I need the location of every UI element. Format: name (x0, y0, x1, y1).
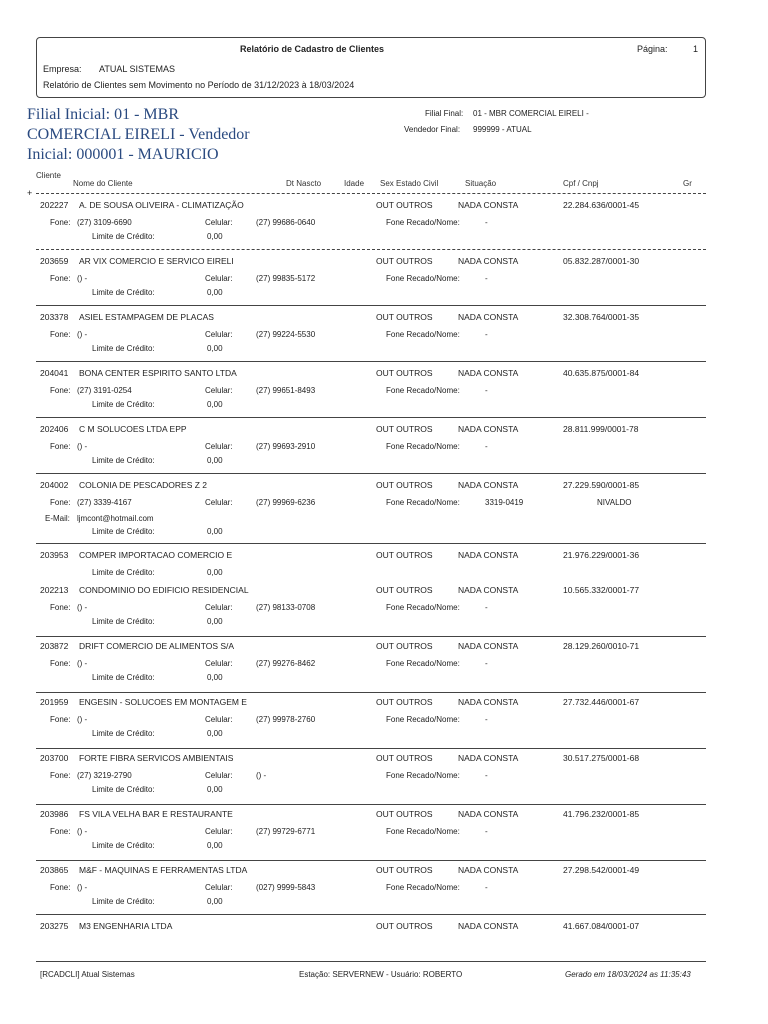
header-separator (36, 193, 706, 194)
celular-label: Celular: (205, 827, 233, 836)
client-fone-recado: - (485, 330, 488, 339)
client-cpf: 41.667.084/0001-07 (563, 921, 640, 931)
fone-label: Fone: (50, 827, 71, 836)
record-separator (36, 473, 706, 474)
client-name: C M SOLUCOES LTDA EPP (79, 424, 187, 434)
client-fone-recado: - (485, 218, 488, 227)
client-situacao: NADA CONSTA (458, 368, 519, 378)
client-name: M3 ENGENHARIA LTDA (79, 921, 173, 931)
client-fone: () - (77, 330, 88, 339)
client-sex-estado: OUT OUTROS (376, 200, 433, 210)
client-sex-estado: OUT OUTROS (376, 256, 433, 266)
client-celular: (27) 99835-5172 (256, 274, 316, 283)
limite-label: Limite de Crédito: (92, 897, 155, 906)
fone-recado-label: Fone Recado/Nome: (386, 827, 460, 836)
client-limite: 0,00 (207, 344, 223, 353)
record-separator (36, 417, 706, 418)
client-name: AR VIX COMERCIO E SERVICO EIRELI (79, 256, 234, 266)
fone-label: Fone: (50, 883, 71, 892)
client-cpf: 28.811.999/0001-78 (563, 424, 639, 434)
client-sex-estado: OUT OUTROS (376, 550, 433, 560)
client-code: 203700 (40, 753, 69, 763)
record-separator (36, 305, 706, 306)
record-separator (36, 692, 706, 693)
client-situacao: NADA CONSTA (458, 641, 519, 651)
client-limite: 0,00 (207, 288, 223, 297)
report-title: Relatório de Cadastro de Clientes (240, 44, 385, 54)
client-code: 202227 (40, 200, 69, 210)
limite-label: Limite de Crédito: (92, 288, 155, 297)
client-celular: (27) 99651-8493 (256, 386, 316, 395)
client-limite: 0,00 (207, 673, 223, 682)
client-fone-recado: - (485, 883, 488, 892)
fone-label: Fone: (50, 442, 71, 451)
client-code: 203275 (40, 921, 69, 931)
client-cpf: 22.284.636/0001-45 (563, 200, 640, 210)
client-limite: 0,00 (207, 400, 223, 409)
client-fone: (27) 3109-6690 (77, 218, 132, 227)
client-name: FORTE FIBRA SERVICOS AMBIENTAIS (79, 753, 234, 763)
fone-label: Fone: (50, 659, 71, 668)
client-cpf: 10.565.332/0001-77 (563, 585, 640, 595)
celular-label: Celular: (205, 498, 233, 507)
client-cpf: 27.229.590/0001-85 (563, 480, 640, 490)
client-sex-estado: OUT OUTROS (376, 753, 433, 763)
celular-label: Celular: (205, 218, 233, 227)
empresa-name: ATUAL SISTEMAS (99, 64, 176, 74)
client-situacao: NADA CONSTA (458, 921, 519, 931)
client-cpf: 40.635.875/0001-84 (563, 368, 640, 378)
client-fone: (27) 3339-4167 (77, 498, 132, 507)
client-situacao: NADA CONSTA (458, 865, 519, 875)
client-name: ASIEL ESTAMPAGEM DE PLACAS (79, 312, 214, 322)
client-fone: (27) 3191-0254 (77, 386, 132, 395)
col-sex-estado: Sex Estado Civil (380, 179, 439, 188)
vendedor-final-label: Vendedor Final: (404, 125, 461, 134)
fone-recado-label: Fone Recado/Nome: (386, 330, 460, 339)
fone-label: Fone: (50, 218, 71, 227)
client-fone: () - (77, 883, 88, 892)
col-situacao: Situação (465, 179, 497, 188)
fone-recado-label: Fone Recado/Nome: (386, 659, 460, 668)
client-sex-estado: OUT OUTROS (376, 641, 433, 651)
col-cliente: Cliente (36, 171, 61, 180)
limite-label: Limite de Crédito: (92, 617, 155, 626)
client-fone: () - (77, 442, 88, 451)
client-cpf: 32.308.764/0001-35 (563, 312, 640, 322)
filter-line-2: COMERCIAL EIRELI - Vendedor (27, 126, 250, 143)
fone-label: Fone: (50, 603, 71, 612)
fone-label: Fone: (50, 498, 71, 507)
client-fone-recado: - (485, 274, 488, 283)
fone-recado-label: Fone Recado/Nome: (386, 274, 460, 283)
client-sex-estado: OUT OUTROS (376, 312, 433, 322)
client-name: A. DE SOUSA OLIVEIRA - CLIMATIZAÇÃO (79, 200, 244, 210)
client-situacao: NADA CONSTA (458, 753, 519, 763)
footer-separator (36, 961, 706, 962)
client-fone: () - (77, 827, 88, 836)
client-fone-recado: - (485, 603, 488, 612)
client-code: 203986 (40, 809, 69, 819)
client-celular: (27) 98133-0708 (256, 603, 316, 612)
col-cpf: Cpf / Cnpj (563, 179, 599, 188)
client-name: CONDOMINIO DO EDIFICIO RESIDENCIAL (79, 585, 249, 595)
limite-label: Limite de Crédito: (92, 456, 155, 465)
record-separator (36, 636, 706, 637)
client-celular: (027) 9999-5843 (256, 883, 316, 892)
client-celular: (27) 99693-2910 (256, 442, 316, 451)
client-fone: () - (77, 659, 88, 668)
fone-recado-label: Fone Recado/Nome: (386, 442, 460, 451)
empresa-label: Empresa: (43, 64, 82, 74)
client-cpf: 41.796.232/0001-85 (563, 809, 640, 819)
client-recado-nome: NIVALDO (597, 498, 632, 507)
record-separator (36, 748, 706, 749)
client-limite: 0,00 (207, 729, 223, 738)
client-celular: (27) 99686-0640 (256, 218, 316, 227)
col-gr: Gr (683, 179, 692, 188)
page-number: 1 (693, 44, 699, 54)
client-sex-estado: OUT OUTROS (376, 921, 433, 931)
client-code: 204041 (40, 368, 69, 378)
celular-label: Celular: (205, 274, 233, 283)
client-limite: 0,00 (207, 527, 223, 536)
client-name: BONA CENTER ESPIRITO SANTO LTDA (79, 368, 237, 378)
record-separator (36, 860, 706, 861)
client-fone-recado: - (485, 715, 488, 724)
client-fone-recado: - (485, 659, 488, 668)
client-situacao: NADA CONSTA (458, 200, 519, 210)
client-cpf: 27.298.542/0001-49 (563, 865, 640, 875)
filial-final-label: Filial Final: (425, 109, 464, 118)
filial-final-value: 01 - MBR COMERCIAL EIRELI - (473, 109, 589, 118)
celular-label: Celular: (205, 659, 233, 668)
fone-recado-label: Fone Recado/Nome: (386, 603, 460, 612)
filter-line-3: Inicial: 000001 - MAURICIO (27, 146, 219, 163)
client-situacao: NADA CONSTA (458, 312, 519, 322)
record-separator (36, 804, 706, 805)
client-cpf: 21.976.229/0001-36 (563, 550, 640, 560)
vendedor-final-value: 999999 - ATUAL (473, 125, 532, 134)
record-separator (36, 361, 706, 362)
client-code: 201959 (40, 697, 69, 707)
fone-label: Fone: (50, 771, 71, 780)
client-name: FS VILA VELHA BAR E RESTAURANTE (79, 809, 233, 819)
celular-label: Celular: (205, 330, 233, 339)
fone-label: Fone: (50, 715, 71, 724)
fone-recado-label: Fone Recado/Nome: (386, 498, 460, 507)
client-code: 203865 (40, 865, 69, 875)
limite-label: Limite de Crédito: (92, 785, 155, 794)
celular-label: Celular: (205, 386, 233, 395)
limite-label: Limite de Crédito: (92, 400, 155, 409)
client-sex-estado: OUT OUTROS (376, 697, 433, 707)
fone-recado-label: Fone Recado/Nome: (386, 715, 460, 724)
client-sex-estado: OUT OUTROS (376, 809, 433, 819)
client-name: COMPER IMPORTACAO COMERCIO E (79, 550, 233, 560)
page-label: Página: (637, 44, 668, 54)
client-situacao: NADA CONSTA (458, 585, 519, 595)
client-fone: () - (77, 603, 88, 612)
col-idade: Idade (344, 179, 365, 188)
limite-label: Limite de Crédito: (92, 729, 155, 738)
limite-label: Limite de Crédito: (92, 232, 155, 241)
client-cpf: 27.732.446/0001-67 (563, 697, 640, 707)
client-name: COLONIA DE PESCADORES Z 2 (79, 480, 208, 490)
limite-label: Limite de Crédito: (92, 841, 155, 850)
fone-recado-label: Fone Recado/Nome: (386, 218, 460, 227)
celular-label: Celular: (205, 771, 233, 780)
client-cpf: 30.517.275/0001-68 (563, 753, 640, 763)
fone-recado-label: Fone Recado/Nome: (386, 771, 460, 780)
client-celular: (27) 99224-5530 (256, 330, 316, 339)
client-name: ENGESIN - SOLUCOES EM MONTAGEM E (79, 697, 247, 707)
client-celular: (27) 99729-6771 (256, 827, 316, 836)
client-code: 203659 (40, 256, 69, 266)
client-email: ljmcont@hotmail.com (77, 514, 154, 523)
client-limite: 0,00 (207, 897, 223, 906)
client-sex-estado: OUT OUTROS (376, 585, 433, 595)
filter-line-1: Filial Inicial: 01 - MBR (27, 106, 179, 123)
record-separator (36, 249, 706, 250)
client-celular: () - (256, 771, 267, 780)
fone-label: Fone: (50, 330, 71, 339)
client-cpf: 28.129.260/0010-71 (563, 641, 640, 651)
client-fone: () - (77, 274, 88, 283)
footer-right: Gerado em 18/03/2024 as 11:35:43 (565, 970, 691, 979)
client-sex-estado: OUT OUTROS (376, 368, 433, 378)
client-fone: (27) 3219-2790 (77, 771, 132, 780)
client-code: 203953 (40, 550, 69, 560)
limite-label: Limite de Crédito: (92, 673, 155, 682)
email-label: E-Mail: (45, 514, 70, 523)
client-fone-recado: - (485, 771, 488, 780)
celular-label: Celular: (205, 603, 233, 612)
client-situacao: NADA CONSTA (458, 480, 519, 490)
client-fone: () - (77, 715, 88, 724)
col-dt-nascto: Dt Nascto (286, 179, 322, 188)
fone-label: Fone: (50, 386, 71, 395)
record-separator (36, 543, 706, 544)
client-cpf: 05.832.287/0001-30 (563, 256, 640, 266)
client-situacao: NADA CONSTA (458, 256, 519, 266)
fone-label: Fone: (50, 274, 71, 283)
client-limite: 0,00 (207, 785, 223, 794)
client-code: 204002 (40, 480, 69, 490)
client-code: 202406 (40, 424, 69, 434)
client-sex-estado: OUT OUTROS (376, 480, 433, 490)
report-subtitle: Relatório de Clientes sem Movimento no Período de 31/12/2023 à 18/03/2024 (43, 80, 355, 90)
limite-label: Limite de Crédito: (92, 568, 155, 577)
footer-center: Estação: SERVERNEW - Usuário: ROBERTO (299, 970, 463, 979)
fone-recado-label: Fone Recado/Nome: (386, 386, 460, 395)
client-name: M&F - MAQUINAS E FERRAMENTAS LTDA (79, 865, 248, 875)
limite-label: Limite de Crédito: (92, 527, 155, 536)
client-code: 203378 (40, 312, 69, 322)
limite-label: Limite de Crédito: (92, 344, 155, 353)
client-situacao: NADA CONSTA (458, 550, 519, 560)
client-celular: (27) 99969-6236 (256, 498, 316, 507)
fone-recado-label: Fone Recado/Nome: (386, 883, 460, 892)
client-sex-estado: OUT OUTROS (376, 865, 433, 875)
celular-label: Celular: (205, 442, 233, 451)
client-code: 202213 (40, 585, 69, 595)
client-situacao: NADA CONSTA (458, 697, 519, 707)
client-fone-recado: 3319-0419 (485, 498, 524, 507)
client-limite: 0,00 (207, 617, 223, 626)
client-limite: 0,00 (207, 232, 223, 241)
client-name: DRIFT COMERCIO DE ALIMENTOS S/A (79, 641, 235, 651)
client-celular: (27) 99978-2760 (256, 715, 316, 724)
client-limite: 0,00 (207, 568, 223, 577)
celular-label: Celular: (205, 715, 233, 724)
client-sex-estado: OUT OUTROS (376, 424, 433, 434)
col-nome: Nome do Cliente (73, 179, 133, 188)
footer-left: [RCADCLI] Atual Sistemas (40, 970, 135, 979)
client-situacao: NADA CONSTA (458, 809, 519, 819)
client-limite: 0,00 (207, 456, 223, 465)
client-celular: (27) 99276-8462 (256, 659, 316, 668)
client-fone-recado: - (485, 386, 488, 395)
client-fone-recado: - (485, 442, 488, 451)
client-situacao: NADA CONSTA (458, 424, 519, 434)
record-separator (36, 914, 706, 915)
celular-label: Celular: (205, 883, 233, 892)
client-limite: 0,00 (207, 841, 223, 850)
client-fone-recado: - (485, 827, 488, 836)
client-code: 203872 (40, 641, 69, 651)
plus-marker: + (27, 188, 33, 198)
